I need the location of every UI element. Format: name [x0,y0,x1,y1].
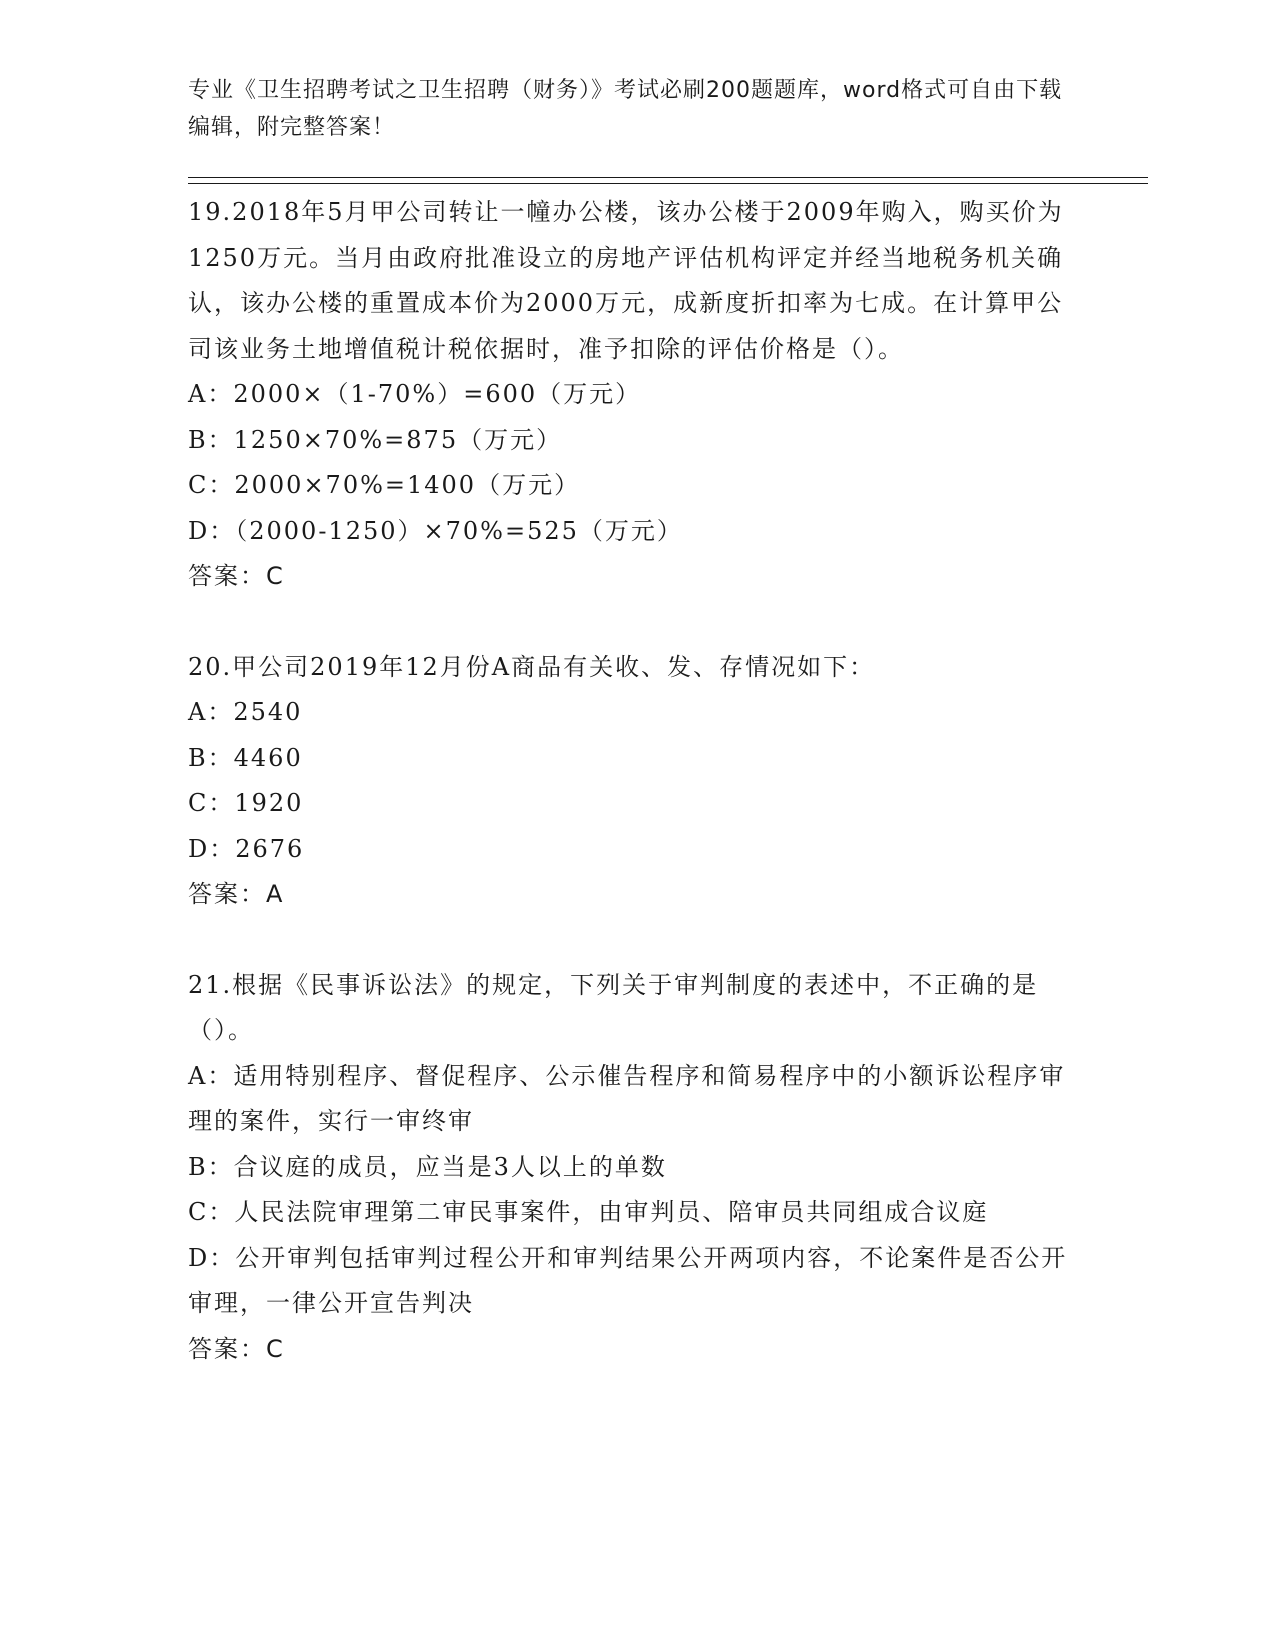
question-19 [188,190,1088,600]
header-divider [188,177,1148,184]
page-header: 专业《卫生招聘考试之卫生招聘（财务）》考试必刷200题题库，word格式可自由下载编辑，附完整答案！ [188,78,1063,140]
question-stem: 21.根据《民事诉讼法》的规定，下列关于审判制度的表述中，不正确的是（）。 [188,970,1039,1044]
option-a: A：2000×（1-70%）=600（万元） [188,380,642,408]
answer-line: 答案：C [188,562,285,590]
option-d: D：公开审判包括审判过程公开和审判结果公开两项内容，不论案件是否公开审理，一律公开宣告判决 [188,1243,1068,1317]
option-a: A：适用特别程序、督促程序、公示催告程序和简易程序中的小额诉讼程序审理的案件，实行一审终审 [188,1061,1066,1135]
question-stem: 20.甲公司2019年12月份A商品有关收、发、存情况如下： [188,652,876,681]
option-a: A：2540 [188,698,303,726]
option-b: B：1250×70%=875（万元） [188,425,563,454]
option-b: B：4460 [188,743,303,772]
question-list [188,190,1088,1417]
question-20 [188,645,1088,918]
option-d: D：（2000-1250）×70%=525（万元） [188,516,683,545]
answer-line: 答案：C [188,1334,285,1363]
answer-line: 答案：A [188,880,285,908]
option-d: D：2676 [188,834,305,863]
option-c: C：1920 [188,789,304,817]
question-stem: 19.2018年5月甲公司转让一幢办公楼，该办公楼于2009年购入，购买价为1250万元。当月由政府批准设立的房地产评估机构评定并经当地税务机关确认，该办公楼的重置成本价为2000万元，成新度折扣率为七成。在计算甲公司该业务土地增值税计税依据时，准予扣除的评估价格是（）。 [188,198,1064,363]
question-21 [188,963,1088,1373]
option-b: B：合议庭的成员，应当是3人以上的单数 [188,1152,667,1181]
option-c: C：人民法院审理第二审民事案件，由审判员、陪审员共同组成合议庭 [188,1198,989,1226]
option-c: C：2000×70%=1400（万元） [188,471,581,499]
